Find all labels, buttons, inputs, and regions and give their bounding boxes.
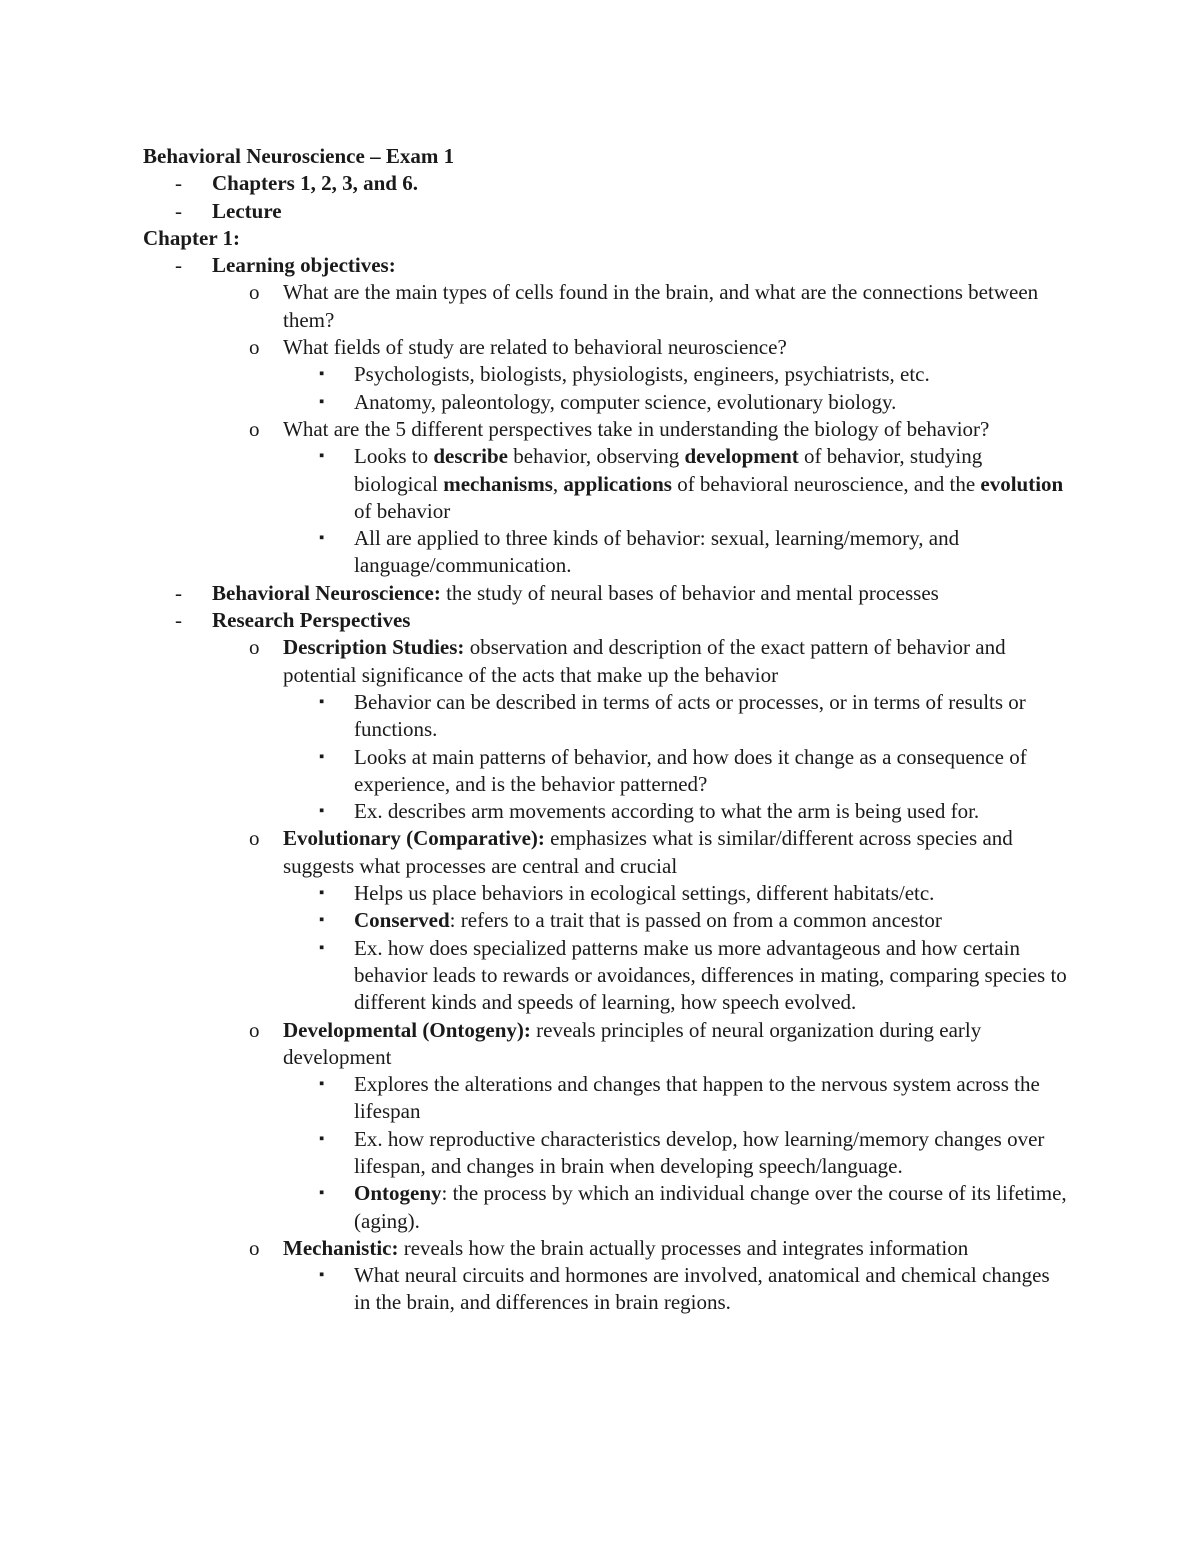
square-marker: ▪ xyxy=(319,912,325,929)
circle-marker: o xyxy=(249,416,260,441)
perspective-term: Developmental (Ontogeny): xyxy=(283,1017,531,1042)
perspective-term: Description Studies: xyxy=(283,635,465,660)
perspective-term: Evolutionary (Comparative): xyxy=(283,826,545,851)
perspective-text: emphasizes what is similar/different across species and suggests what processes are central and crucial xyxy=(283,826,1013,878)
list-item xyxy=(143,361,1068,388)
list-item xyxy=(143,935,1068,1017)
dash-marker: - xyxy=(175,198,182,223)
square-marker: ▪ xyxy=(319,1130,325,1147)
list-item xyxy=(143,907,1068,934)
dash-marker: - xyxy=(175,580,182,605)
definition-term: Behavioral Neuroscience: xyxy=(212,580,441,605)
document-title: Behavioral Neuroscience – Exam 1 xyxy=(143,144,455,168)
objective-question: What fields of study are related to behavioral neuroscience? xyxy=(283,335,787,360)
list-item xyxy=(143,689,1068,744)
list-item xyxy=(143,798,1068,825)
list-item xyxy=(143,1262,1068,1317)
square-marker: ▪ xyxy=(319,693,325,710)
square-marker: ▪ xyxy=(319,1076,325,1093)
perspective-detail: Ex. how reproductive characteristics develop, how learning/memory changes over lifespan, and changes in brain when developing speech/language. xyxy=(354,1126,1045,1178)
circle-marker: o xyxy=(249,1017,260,1042)
perspective-term: Mechanistic: xyxy=(283,1235,399,1260)
objective-question: What are the 5 different perspectives take in understanding the biology of behavior? xyxy=(283,416,990,441)
list-item xyxy=(143,252,1068,279)
list-item xyxy=(143,334,1068,361)
list-item xyxy=(143,744,1068,799)
perspective-detail: Explores the alterations and changes that happen to the nervous system across the lifespan xyxy=(354,1072,1040,1124)
exam-item: Chapters 1, 2, 3, and 6. xyxy=(212,171,418,196)
perspective-detail: : the process by which an individual change over the course of its lifetime, (aging). xyxy=(354,1181,1067,1233)
exam-item: Lecture xyxy=(212,198,282,223)
square-marker: ▪ xyxy=(319,1185,325,1202)
list-item xyxy=(143,198,1068,225)
list-item xyxy=(143,1017,1068,1072)
perspective-detail: What neural circuits and hormones are involved, anatomical and chemical changes in the brain, and differences in brain regions. xyxy=(354,1263,1050,1315)
dash-marker: - xyxy=(175,171,182,196)
list-item xyxy=(143,1180,1068,1235)
perspective-detail: Looks at main patterns of behavior, and how does it change as a consequence of experience, and is the behavior patterned? xyxy=(354,744,1027,796)
list-item xyxy=(143,443,1068,525)
detail-term: Conserved xyxy=(354,908,450,933)
list-item xyxy=(143,170,1068,197)
definition-text: the study of neural bases of behavior and mental processes xyxy=(440,580,939,605)
square-marker: ▪ xyxy=(319,748,325,765)
list-item xyxy=(143,279,1068,334)
list-item xyxy=(143,525,1068,580)
list-item xyxy=(143,825,1068,880)
circle-marker: o xyxy=(249,335,260,360)
objective-answer: All are applied to three kinds of behavior: sexual, learning/memory, and language/communication. xyxy=(354,526,960,578)
perspective-text: reveals how the brain actually processes and integrates information xyxy=(398,1235,969,1260)
perspective-detail: Ex. how does specialized patterns make us more advantageous and how certain behavior leads to rewards or avoidances, differences in mating, comparing species to different kinds and speeds of learning, how speech evolved. xyxy=(354,935,1067,1015)
list-item xyxy=(143,416,1068,443)
perspective-detail: Ex. describes arm movements according to what the arm is being used for. xyxy=(354,799,980,824)
dash-marker: - xyxy=(175,608,182,633)
dash-marker: - xyxy=(175,253,182,278)
circle-marker: o xyxy=(249,1235,260,1260)
objective-answer: Anatomy, paleontology, computer science, evolutionary biology. xyxy=(354,389,897,414)
square-marker: ▪ xyxy=(319,366,325,383)
square-marker: ▪ xyxy=(319,393,325,410)
objectives-heading: Learning objectives: xyxy=(212,253,396,278)
list-item xyxy=(143,880,1068,907)
perspective-detail: Helps us place behaviors in ecological settings, different habitats/etc. xyxy=(354,881,935,906)
document-page xyxy=(143,143,1068,1317)
list-item xyxy=(143,1235,1068,1262)
square-marker: ▪ xyxy=(319,803,325,820)
list-item xyxy=(143,580,1068,607)
list-item xyxy=(143,389,1068,416)
square-marker: ▪ xyxy=(319,448,325,465)
objective-answer: Psychologists, biologists, physiologists, engineers, psychiatrists, etc. xyxy=(354,362,930,387)
perspective-detail: Behavior can be described in terms of acts or processes, or in terms of results or functions. xyxy=(354,689,1026,742)
detail-term: Ontogeny xyxy=(354,1181,442,1206)
objective-question: What are the main types of cells found in the brain, and what are the connections between them? xyxy=(283,280,1039,332)
perspective-text: reveals principles of neural organization during early development xyxy=(283,1017,982,1069)
objective-answer: Looks to describe behavior, observing development of behavior, studying biological mechanisms, applications of behavioral neuroscience, and the evolution of behavior xyxy=(354,444,1064,523)
list-item xyxy=(143,634,1068,689)
circle-marker: o xyxy=(249,280,260,305)
chapter-heading: Chapter 1: xyxy=(143,225,241,250)
square-marker: ▪ xyxy=(319,939,325,956)
perspective-text: observation and description of the exact pattern of behavior and potential significance of the acts that make up the behavior xyxy=(283,635,1006,687)
list-item xyxy=(143,607,1068,634)
perspective-detail: : refers to a trait that is passed on from a common ancestor xyxy=(449,908,942,933)
list-item xyxy=(143,1071,1068,1126)
research-heading: Research Perspectives xyxy=(212,608,411,633)
circle-marker: o xyxy=(249,635,260,660)
square-marker: ▪ xyxy=(319,885,325,902)
square-marker: ▪ xyxy=(319,530,325,547)
square-marker: ▪ xyxy=(319,1267,325,1284)
circle-marker: o xyxy=(249,826,260,851)
list-item xyxy=(143,1126,1068,1181)
